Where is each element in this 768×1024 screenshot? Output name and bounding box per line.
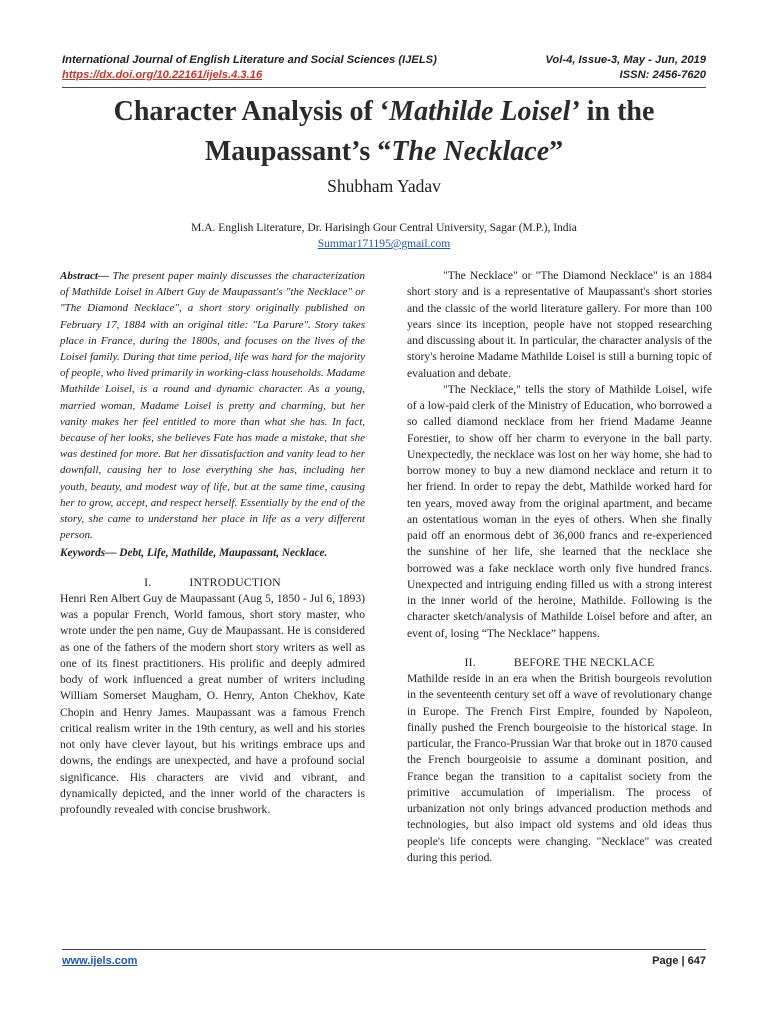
header-divider (62, 87, 706, 88)
intro-paragraph: Henri Ren Albert Guy de Maupassant (Aug 5, 1850 - Jul 6, 1893) was a popular French, World famous, short story master, who wrote under the pen name, Guy de Maupassant. He is considered as one of the fathers of the modern short story writers as well as one of its finest practitioners. His prolific and deeply admired body of work influenced a great number of writers including William Somerset Maugham, O. Henry, Anton Chekhov, Kate Chopin and Henry James. Maupassant was a famous French critical realism writer in the 19th century, as well and his stories not only have clever layout, but his writings embrace ups and downs, the endings are unexpected, and have a profound social significance. His characters are vivid and vibrant, and dynamically depicted, and the inner world of the characters is profoundly revealed with concise brushwork. (60, 591, 365, 817)
volume-info: Vol-4, Issue-3, May - Jun, 2019 (545, 54, 706, 66)
journal-name: International Journal of English Literature and Social Sciences (IJELS) (62, 54, 437, 66)
affiliation-block (0, 220, 768, 252)
journal-header (62, 53, 706, 83)
website-link[interactable]: www.ijels.com (62, 955, 138, 967)
before-paragraph: Mathilde reside in an era when the British bourgeois revolution in the seventeenth century set off a wave of revolutionary change in Europe. The French First Empire, founded by Napoleon, finally pushed the French bourgeoisie to the historical stage. In particular, the Franco-Prussian War that broke out in 1870 caused the French bourgeoisie to assume a dominant position, and France began the transition to a capitalist society from the primitive accumulation of imperialism. The process of urbanization not only brings advanced production methods and technologies, but also impact old systems and old ideas thus people's life concepts were changing. "Necklace" was created during this period. (407, 672, 712, 864)
right-column (407, 268, 712, 866)
section-heading-introduction: I. INTRODUCTION (144, 574, 281, 589)
doi-link[interactable]: https://dx.doi.org/10.22161/ijels.4.3.16 (62, 69, 263, 81)
email-link[interactable]: Summar171195@gmail.com (317, 238, 451, 250)
page-number: Page | 647 (652, 955, 706, 967)
author-name: Shubham Yadav (327, 176, 441, 196)
section-heading-before-necklace: II. BEFORE THE NECKLACE (464, 654, 655, 669)
footer-divider (62, 949, 706, 950)
affiliation: M.A. English Literature, Dr. Harisingh Gour Central University, Sagar (M.P.), India (191, 222, 577, 234)
left-column (60, 268, 365, 818)
paragraph-necklace-intro: "The Necklace" or "The Diamond Necklace" is an 1884 short story and is a representative of Maupassant's short stories and the classic of the world literature gallery. For more than 100 years since its inception, people have not stopped researching and discussing about it. In particular, the character analysis of the story's heroine Madame Mathilde Loisel is still a burning topic of evaluation and debate. (407, 269, 712, 380)
issn: ISSN: 2456-7620 (619, 69, 706, 81)
keywords: Keywords— Debt, Life, Mathilde, Maupassant, Necklace. (60, 547, 328, 560)
page-footer (62, 955, 706, 967)
paragraph-story-summary: "The Necklace," tells the story of Mathilde Loisel, wife of a low-paid clerk of the Ministry of Education, who borrowed a so called diamond necklace from her friend Madame Jeanne Forestier, to show off her charm to everyone in the ball party. Unexpectedly, the necklace was lost on her way home, she had to borrow money to buy a new diamond necklace and return it to her friend. In order to repay the debt, Mathilde worked hard for ten years, moved away from the original apartment, and became an ostentatious woman in the eyes of others. When she finally paid off an enormous debt of 36,000 francs and re-experienced the sunshine of her life, she learned that the necklace she borrowed was a fake necklace worth only five hundred francs. Unexpected and intriguing ending filled us with a strong interest in the inner world of the heroine, Mathilde. Following is the character sketch/analysis of Mathilde Loisel before and after, an event of, losing “The Necklace” happens. (407, 382, 712, 640)
paper-title: Character Analysis of ‘Mathilde Loisel’ in the Maupassant’s “The Necklace” (113, 96, 655, 167)
abstract: Abstract— The present paper mainly discusses the characterization of Mathilde Loisel in Albert Guy de Maupassant's "the Necklace" or "The Diamond Necklace", a short story originally published on February 17, 1884 with an original title: "La Parure". Story takes place in France, during the 1800s, and focuses on the lives of the Loisel family. During that time period, life was hard for the majority of people, who lived primarily in working-class households. Madame Mathilde Loisel, is a round and dynamic character. As a young, married woman, Madame Loisel is pretty and charming, but her vanity makes her feel entitled to more than what she has. In fact, because of her looks, she believes Fate has made a mistake, that she was destined for more. But her dissatisfaction and vanity lead to her downfall, causing her to lose everything she has, including her youth, beauty, and modest way of life, but at the same time, causing her to grow, accept, and respect herself. Essentially by the end of the story, she came to understand her place in life as a very different person. (60, 270, 365, 542)
